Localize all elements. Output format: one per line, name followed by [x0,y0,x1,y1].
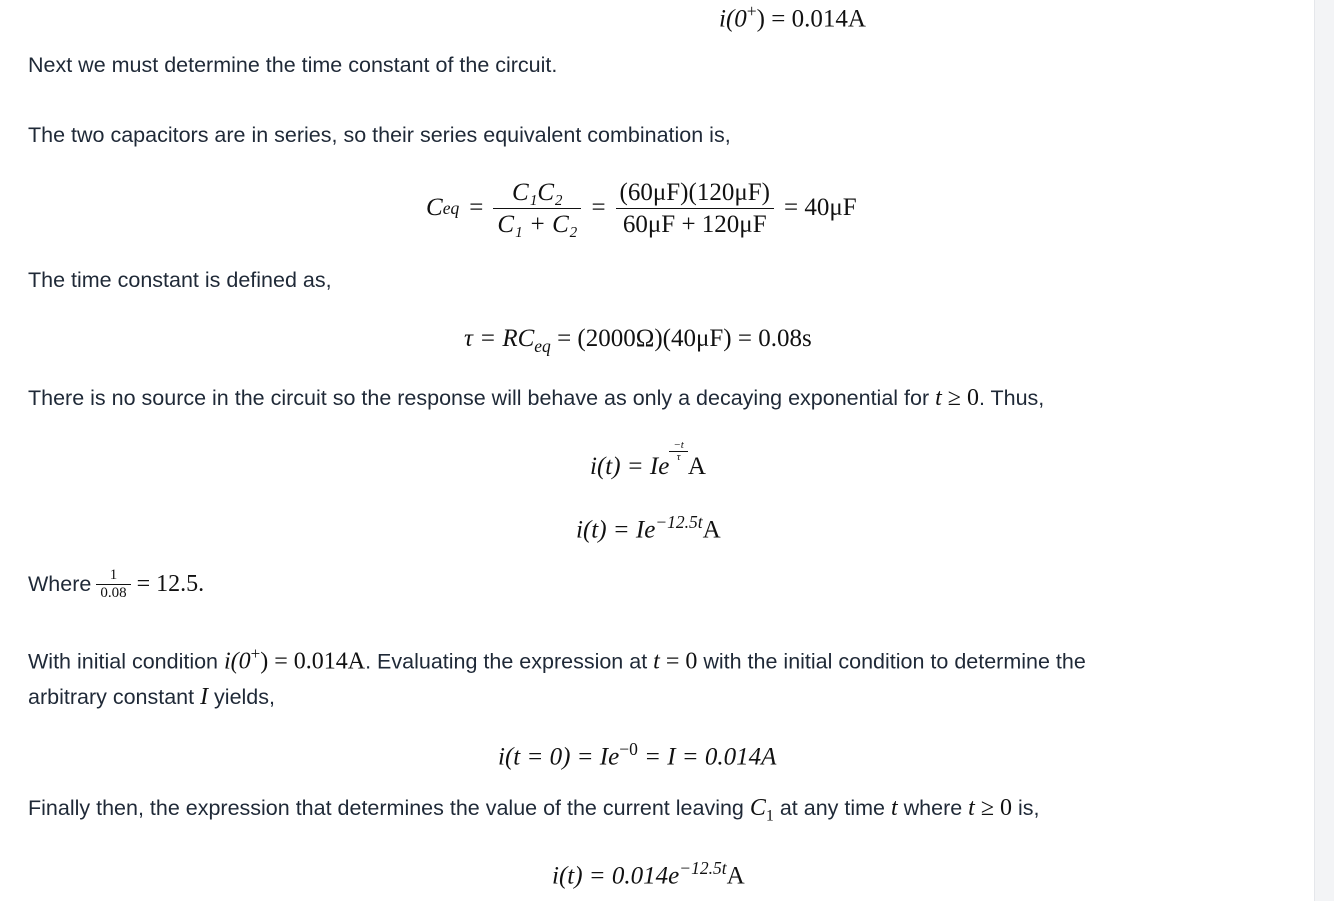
final-unit: A [726,862,745,890]
it1-lhs: i(t) = Ie [590,453,670,480]
p6-line2a: arbitrary constant [28,685,201,710]
equation-final [552,853,745,892]
ceq-sub: eq [442,197,460,218]
p6-sup: + [250,644,261,663]
p4-math-rest: ≥ 0 [941,385,979,411]
paragraph-initial-condition [28,636,1086,715]
p7-text2: at any time [773,796,891,820]
it2-unit: A [702,516,721,544]
p7-t2: t [968,795,975,821]
tau-mid: = RC [472,325,535,352]
final-lhs: i(t) = 0.014e [552,862,680,890]
p6-line2m: I [200,684,209,711]
eq-top-sup: + [746,1,757,21]
tau-rhs: = (2000Ω)(40μF) = 0.08s [550,325,812,352]
t0-lhs: i(t = 0) = Ie [498,743,620,771]
equation-tau [464,324,812,361]
ceq-fraction-symbolic [493,177,581,240]
p6-text3: with the initial condition to determine the [697,649,1086,674]
p6-math1b: ) = 0.014A [260,648,366,675]
ceq-frac1-numerator: C₁C₂ [512,178,563,206]
p4-text-end: . Thus, [978,386,1045,410]
it1-unit: A [687,453,706,480]
p7-text4: is, [1012,796,1040,820]
t0-rhs: = I = 0.014A [637,743,777,771]
ceq-frac2-denominator: 60μF + 120μF [616,208,774,240]
p4-text: There is no source in the circuit so the response will behave as only a decaying exponential for [28,386,936,410]
p7-text1: Finally then, the expression that determines the value of the current leaving [28,796,750,820]
it2-lhs: i(t) = Ie [576,516,656,544]
p5-den: 0.08 [96,584,130,602]
p7-t: t [890,795,898,821]
p6-math2: t [653,648,660,675]
p6-math2b: = 0 [659,648,698,675]
paragraph-where [28,564,204,604]
p6-text1: With initial condition [28,649,224,674]
eq-top-rhs: ) = 0.014A [756,5,866,33]
it2-exp: −12.5t [655,512,703,532]
paragraph-time-constant-defined: The time constant is defined as, [28,268,332,292]
eq-top-lhs: i(0 [719,5,747,33]
it1-exponent-fraction [669,440,687,463]
final-exp: −12.5t [679,858,727,878]
p5-fraction [96,567,130,602]
p5-rest: = 12.5. [130,571,205,597]
equation-t-zero [498,734,776,773]
equation-ceq [426,175,857,241]
ceq-symbol: C [426,194,443,221]
tau-sub: eq [534,336,551,357]
ceq-frac2-numerator: (60μF)(120μF) [619,178,770,206]
paragraph-series-capacitors: The two capacitors are in series, so their series equivalent combination is, [28,123,731,147]
scrollbar-track[interactable] [1314,0,1334,901]
p6-line2b: yields, [208,685,275,710]
ceq-result: = 40μF [783,194,857,221]
p6-math1: i(0 [223,648,251,675]
ceq-frac1-denominator: C₁ + C₂ [493,208,581,240]
equation-it-numeric [576,507,721,546]
p7-c-sub: 1 [765,807,774,825]
p7-c: C [749,795,766,821]
ceq-eq1: = [469,194,484,221]
p7-cond: ≥ 0 [974,795,1013,821]
ceq-eq2: = [591,194,606,221]
p5-text: Where [28,572,92,596]
p7-text3: where [897,796,969,820]
t0-exp: −0 [619,739,638,759]
equation-initial-current [719,0,866,35]
p6-text2: . Evaluating the expression at [365,649,654,674]
p5-num: 1 [109,566,118,583]
paragraph-finally [28,790,1040,835]
tau-symbol: τ [464,325,473,352]
ceq-fraction-numeric [616,177,774,240]
equation-it-tau [590,440,706,484]
p4-math-t: t [935,385,942,411]
paragraph-no-source [28,380,1044,416]
paragraph-time-constant-intro: Next we must determine the time constant of the circuit. [28,53,558,77]
it1-exp-num: −t [673,439,684,451]
it1-exp-den: τ [669,451,687,463]
